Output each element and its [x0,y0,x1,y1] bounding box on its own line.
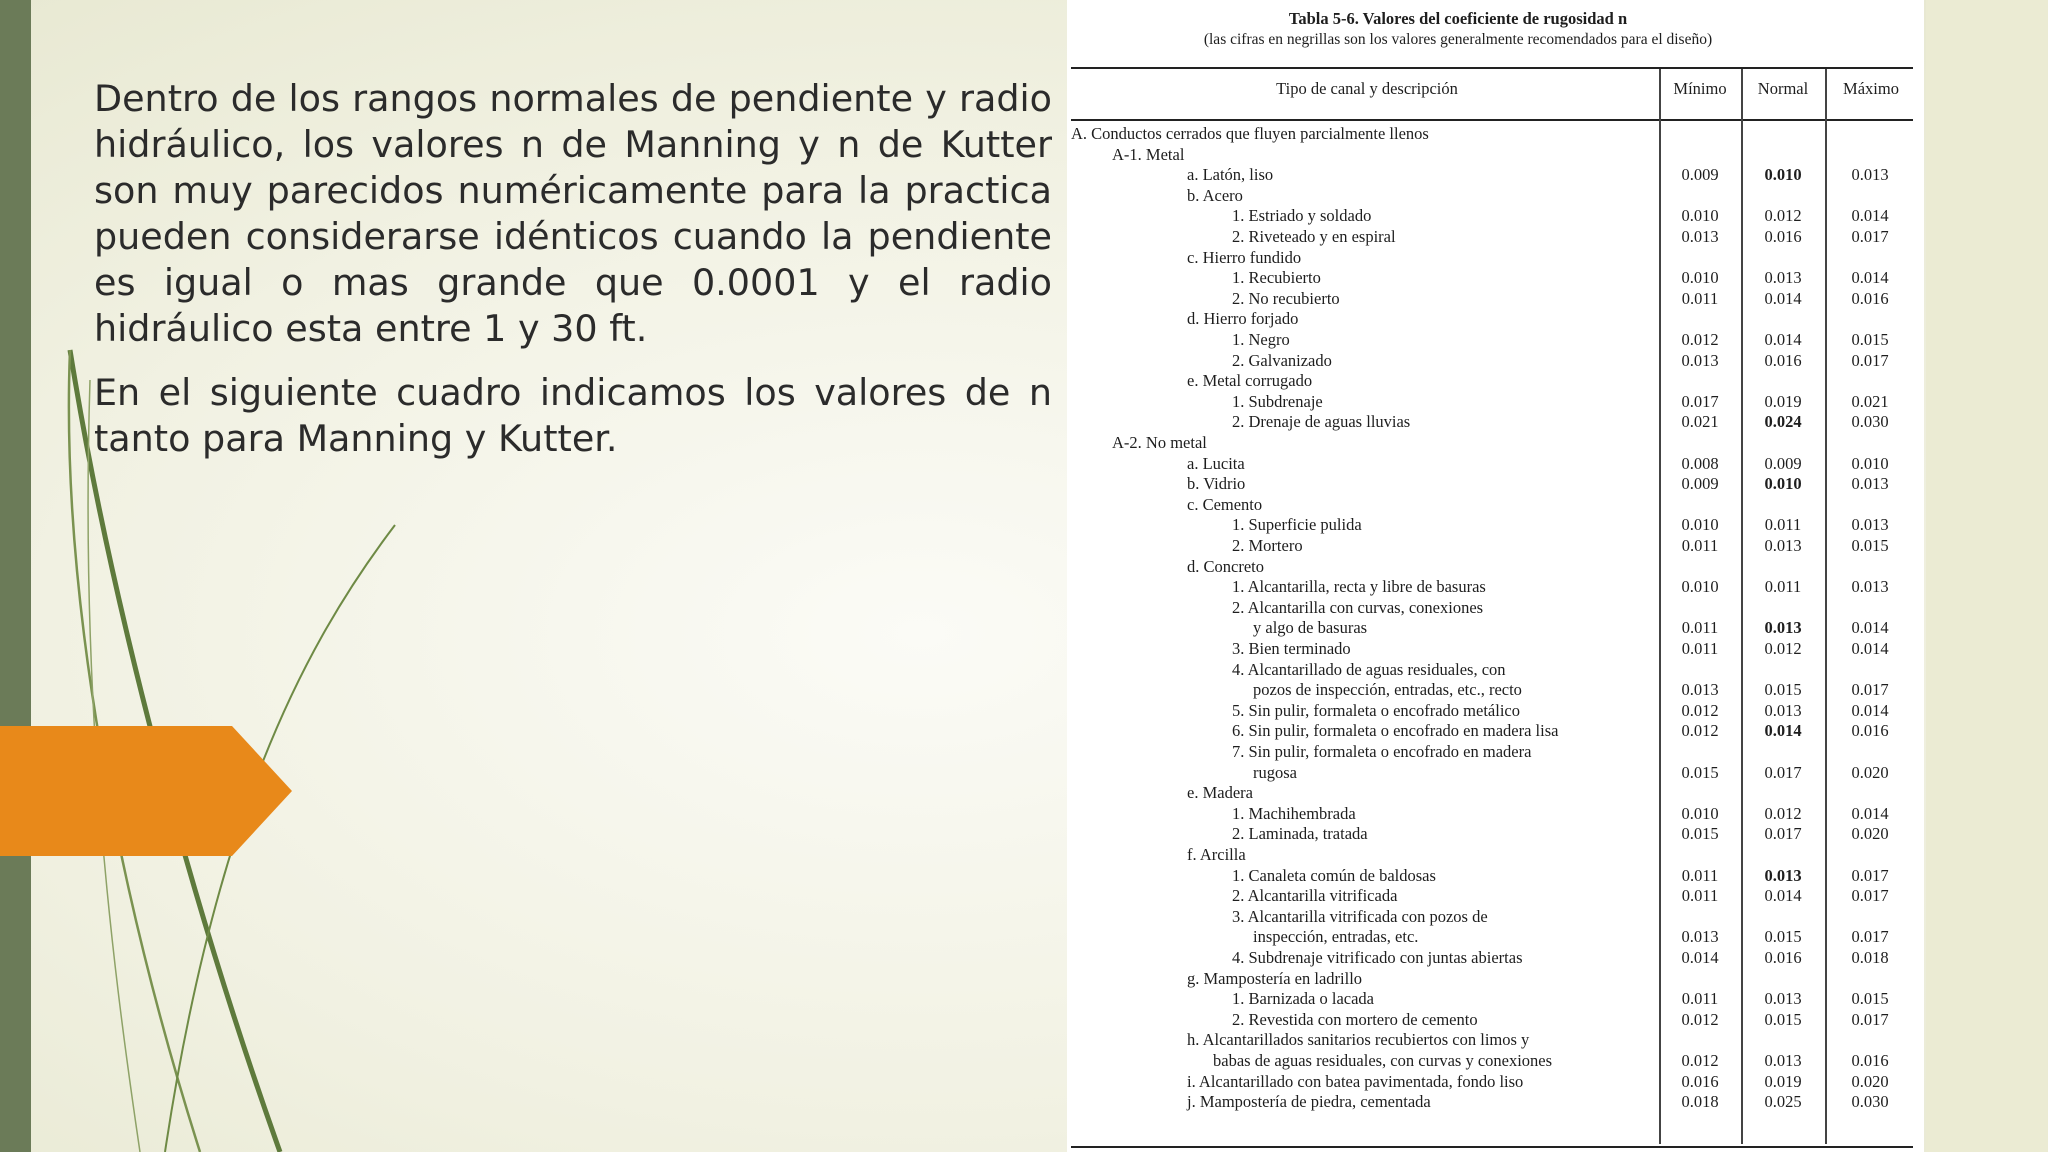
table-row [1067,598,1924,618]
cell-min: 0.016 [1681,1071,1719,1091]
table-row [1067,495,1924,515]
row-description: A. Conductos cerrados que fluyen parcialmente llenos [1071,124,1429,143]
table-row [1067,701,1924,721]
table-row [1067,639,1924,659]
cell-min: 0.012 [1681,330,1719,349]
cell-min: 0.012 [1681,700,1719,720]
cell-min: 0.011 [1681,865,1719,885]
right-margin-band [1926,0,2048,1152]
cell-max: 0.014 [1851,639,1889,658]
row-description: y algo de basuras [1253,618,1368,638]
table-row [1067,474,1924,494]
row-description: 5. Sin pulir, formaleta o encofrado metálico [1232,700,1520,720]
cell-max: 0.014 [1851,700,1889,720]
table-row [1067,1010,1924,1030]
cell-max: 0.013 [1851,577,1889,597]
cell-max: 0.017 [1851,865,1889,885]
orange-arrow-tab [0,726,292,856]
row-description: 1. Superficie pulida [1232,515,1362,535]
cell-max: 0.015 [1851,330,1889,349]
cell-min: 0.011 [1681,886,1719,906]
cell-min: 0.013 [1681,350,1719,370]
cell-min: 0.012 [1681,721,1719,741]
row-description: 1. Estriado y soldado [1232,206,1372,226]
cell-max: 0.014 [1851,206,1889,226]
cell-min: 0.015 [1681,824,1719,844]
table-row [1067,268,1924,288]
cell-min: 0.021 [1681,412,1719,432]
cell-max: 0.014 [1851,618,1889,638]
table-row [1067,1051,1924,1071]
header-normal: Normal [1757,79,1809,98]
row-description: 2. No recubierto [1232,288,1340,308]
table-subtitle: (las cifras en negrillas son los valores generalmente recomendados para el diseño) [1203,31,1713,48]
cell-normal: 0.019 [1764,1071,1802,1091]
table-row [1067,392,1924,412]
cell-max: 0.020 [1851,1071,1889,1091]
table-row [1067,660,1924,680]
row-description: 2. Galvanizado [1232,350,1332,370]
table-row [1067,371,1924,391]
cell-max: 0.020 [1851,762,1889,782]
cell-max: 0.017 [1851,886,1889,906]
row-description: inspección, entradas, etc. [1253,927,1419,947]
row-description: 2. Revestida con mortero de cemento [1232,1009,1478,1029]
row-description: 1. Negro [1232,330,1290,349]
cell-min: 0.013 [1681,927,1719,947]
cell-normal: 0.012 [1764,803,1802,823]
row-description: A-1. Metal [1112,144,1185,164]
cell-min: 0.015 [1681,762,1719,782]
cell-min: 0.009 [1681,474,1719,494]
table-row [1067,680,1924,700]
cell-max: 0.018 [1851,948,1889,967]
cell-max: 0.010 [1851,453,1889,473]
row-description: b. Acero [1187,185,1243,205]
table-row [1067,165,1924,185]
cell-normal: 0.015 [1764,680,1802,700]
cell-max: 0.014 [1851,268,1889,288]
row-description: e. Madera [1187,783,1253,803]
row-description: 1. Machihembrada [1232,803,1356,823]
table-row [1067,989,1924,1009]
cell-min: 0.009 [1681,165,1719,185]
header-min: Mínimo [1673,79,1727,98]
cell-min: 0.011 [1681,288,1719,308]
table-row [1067,351,1924,371]
cell-max: 0.017 [1851,350,1889,370]
cell-normal: 0.013 [1764,618,1802,638]
cell-normal: 0.012 [1764,206,1802,226]
row-description: 1. Subdrenaje [1232,391,1323,411]
cell-normal: 0.014 [1764,886,1802,906]
row-description: e. Metal corrugado [1187,371,1313,391]
cell-max: 0.017 [1851,227,1889,246]
row-description: 3. Alcantarilla vitrificada con pozos de [1232,906,1488,926]
row-description: pozos de inspección, entradas, etc., recto [1253,680,1522,700]
cell-normal: 0.017 [1764,762,1802,782]
table-row [1067,1030,1924,1050]
cell-min: 0.008 [1681,453,1719,473]
cell-normal: 0.014 [1764,330,1802,349]
cell-normal: 0.015 [1764,927,1802,947]
row-description: 1. Alcantarilla, recta y libre de basuras [1232,577,1486,597]
row-description: i. Alcantarillado con batea pavimentada, fondo liso [1187,1071,1524,1091]
cell-max: 0.030 [1851,412,1889,432]
cell-min: 0.018 [1681,1092,1719,1112]
table-row [1067,783,1924,803]
row-description: 6. Sin pulir, formaleta o encofrado en madera lisa [1232,721,1559,741]
paragraph-2: En el siguiente cuadro indicamos los valores de n tanto para Manning y Kutter. [94,371,1052,460]
table-row [1067,248,1924,268]
cell-normal: 0.013 [1764,1051,1802,1070]
cell-normal: 0.011 [1764,577,1802,597]
cell-normal: 0.013 [1764,989,1802,1009]
cell-min: 0.014 [1681,948,1719,967]
row-description: 1. Recubierto [1232,268,1321,288]
table-row [1067,536,1924,556]
paragraph-1: Dentro de los rangos normales de pendiente y radio hidráulico, los valores n de Manning y n de Kutter son muy parecidos numéricamente para la practica pueden considerarse idénticos cuando la pendiente es igual o mas grande que 0.0001 y el radio hidráulico esta entre 1 y 30 ft. [94,77,1052,350]
table-row [1067,515,1924,535]
table-row [1067,907,1924,927]
cell-normal: 0.015 [1764,1009,1802,1029]
cell-normal: 0.013 [1764,865,1802,885]
row-description: 2. Mortero [1232,536,1303,555]
row-description: 2. Alcantarilla con curvas, conexiones [1232,597,1484,617]
cell-normal: 0.016 [1764,350,1802,370]
cell-normal: 0.016 [1764,227,1802,246]
row-description: 3. Bien terminado [1232,639,1351,658]
row-description: 2. Drenaje de aguas lluvias [1232,412,1411,432]
row-description: 2. Riveteado y en espiral [1232,227,1396,246]
row-description: 7. Sin pulir, formaleta o encofrado en madera [1232,742,1532,761]
roughness-table [1067,0,1924,1152]
cell-normal: 0.017 [1764,824,1802,844]
row-description: b. Vidrio [1187,474,1246,494]
table-row [1067,433,1924,453]
table-row [1067,721,1924,741]
table-row [1067,124,1924,144]
table-row [1067,412,1924,432]
row-description: babas de aguas residuales, con curvas y conexiones [1213,1051,1553,1070]
left-accent-bar [0,0,31,1152]
cell-min: 0.011 [1681,536,1719,555]
cell-max: 0.016 [1851,721,1889,741]
cell-normal: 0.014 [1764,721,1802,741]
cell-min: 0.010 [1681,577,1719,597]
body-text [94,76,1052,480]
cell-min: 0.011 [1681,639,1719,658]
cell-min: 0.010 [1681,803,1719,823]
cell-max: 0.013 [1851,165,1889,185]
table-row [1067,948,1924,968]
cell-max: 0.016 [1851,288,1889,308]
table-row [1067,206,1924,226]
cell-max: 0.016 [1851,1051,1889,1070]
row-description: f. Arcilla [1187,845,1246,864]
table-row [1067,186,1924,206]
row-description: a. Latón, liso [1187,165,1274,185]
cell-normal: 0.012 [1764,639,1802,658]
cell-max: 0.030 [1851,1092,1889,1112]
row-description: 2. Laminada, tratada [1232,824,1368,844]
cell-max: 0.014 [1851,803,1889,823]
cell-min: 0.010 [1681,268,1719,288]
table-row [1067,1092,1924,1112]
cell-max: 0.021 [1851,391,1889,411]
table-title: Tabla 5-6. Valores del coeficiente de rugosidad n [1288,9,1628,28]
cell-max: 0.020 [1851,824,1889,844]
table-row [1067,145,1924,165]
header-max: Máximo [1843,79,1899,98]
row-description: g. Mampostería en ladrillo [1187,968,1363,988]
cell-normal: 0.019 [1764,391,1802,411]
cell-normal: 0.010 [1764,474,1802,494]
cell-min: 0.013 [1681,227,1719,246]
row-description: A-2. No metal [1112,433,1207,452]
table-row [1067,1072,1924,1092]
cell-normal: 0.011 [1764,515,1802,535]
row-description: c. Cemento [1187,494,1263,514]
table-row [1067,969,1924,989]
table-row [1067,309,1924,329]
cell-normal: 0.014 [1764,288,1802,308]
cell-min: 0.010 [1681,206,1719,226]
table-row [1067,866,1924,886]
row-description: d. Hierro forjado [1187,309,1299,329]
cell-min: 0.013 [1681,680,1719,700]
table-row [1067,804,1924,824]
cell-normal: 0.013 [1764,700,1802,720]
table-row [1067,289,1924,309]
table-row [1067,557,1924,577]
row-description: 4. Subdrenaje vitrificado con juntas abiertas [1232,948,1523,967]
cell-max: 0.017 [1851,680,1889,700]
cell-max: 0.015 [1851,536,1889,555]
cell-normal: 0.013 [1764,268,1802,288]
table-row [1067,824,1924,844]
cell-normal: 0.010 [1764,165,1802,185]
row-description: j. Mampostería de piedra, cementada [1187,1092,1431,1112]
cell-max: 0.017 [1851,1009,1889,1029]
cell-min: 0.010 [1681,515,1719,535]
row-description: 1. Canaleta común de baldosas [1232,865,1436,885]
cell-normal: 0.013 [1764,536,1802,555]
table-row [1067,927,1924,947]
table-row [1067,330,1924,350]
table-row [1067,763,1924,783]
row-description: 2. Alcantarilla vitrificada [1232,886,1398,906]
cell-normal: 0.016 [1764,948,1802,967]
row-description: d. Concreto [1187,556,1264,576]
cell-min: 0.012 [1681,1051,1719,1070]
cell-min: 0.011 [1681,618,1719,638]
table-row [1067,742,1924,762]
cell-max: 0.013 [1851,474,1889,494]
cell-normal: 0.024 [1764,412,1802,432]
table-row [1067,577,1924,597]
row-description: 1. Barnizada o lacada [1232,989,1375,1009]
cell-normal: 0.025 [1764,1092,1802,1112]
header-description: Tipo de canal y descripción [1276,79,1458,98]
table-row [1067,227,1924,247]
cell-min: 0.011 [1681,989,1719,1009]
table-body [1067,0,1924,1152]
table-row [1067,886,1924,906]
row-description: 4. Alcantarillado de aguas residuales, con [1232,659,1506,679]
row-description: c. Hierro fundido [1187,247,1302,267]
cell-max: 0.017 [1851,927,1889,947]
cell-max: 0.013 [1851,515,1889,535]
cell-max: 0.015 [1851,989,1889,1009]
cell-min: 0.012 [1681,1009,1719,1029]
cell-min: 0.017 [1681,391,1719,411]
table-row [1067,618,1924,638]
cell-normal: 0.009 [1764,453,1802,473]
table-row [1067,454,1924,474]
table-row [1067,845,1924,865]
row-description: h. Alcantarillados sanitarios recubiertos con limos y [1187,1030,1530,1050]
row-description: rugosa [1253,762,1297,782]
row-description: a. Lucita [1187,453,1245,473]
